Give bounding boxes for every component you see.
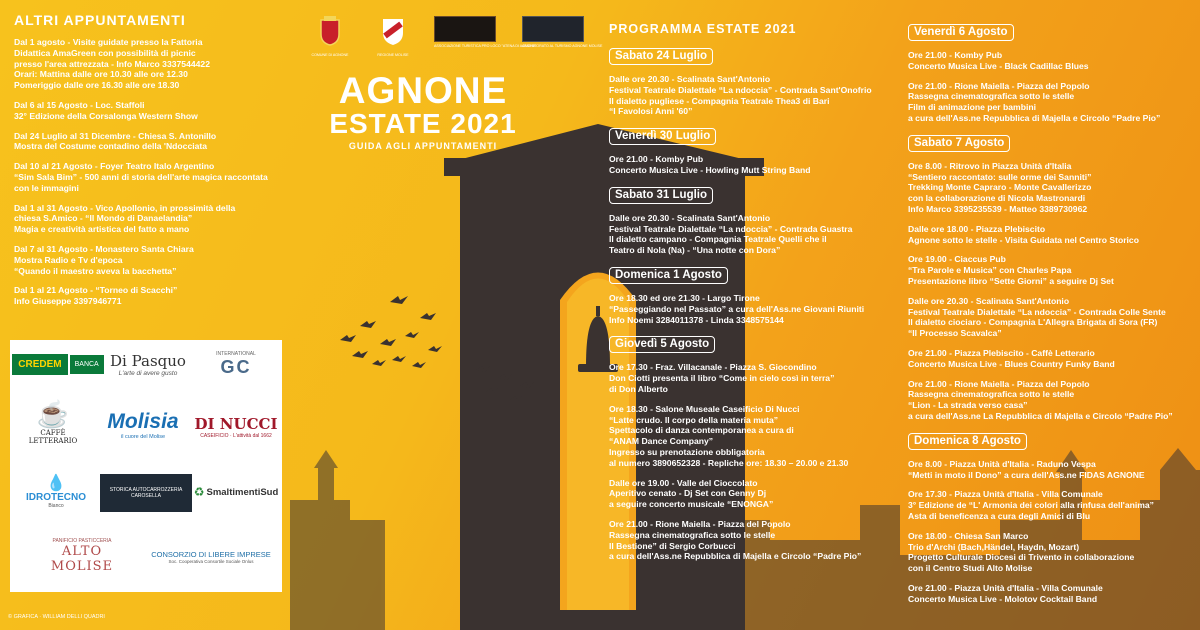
programma-days-list — [609, 46, 901, 562]
event-line: Ore 8.00 - Ritrovo in Piazza Unità d'Italia — [908, 160, 1072, 171]
event-line: Dalle ore 20.30 - Scalinata Sant'Antonio — [908, 295, 1070, 306]
regione-shield-icon — [380, 16, 406, 46]
event-line: 32° Edizione della Corsalonga Western Show — [14, 110, 198, 121]
event-entry — [908, 379, 1198, 422]
event-line: Ore 17.30 - Piazza Unità d'Italia - Villa Comunale — [908, 489, 1103, 500]
event-line: chiesa S.Amico - “Il Mondo di Danaelandia” — [14, 213, 193, 224]
event-entry — [908, 348, 1198, 370]
event-line: Ore 21.00 - Rione Maiella - Piazza del Popolo — [908, 378, 1090, 389]
event-line: Dalle ore 19.00 - Valle del Cioccolato — [609, 477, 758, 488]
day-heading: Sabato 24 Luglio — [609, 48, 713, 65]
event-line: Ore 21.00 - Rione Maiella - Piazza del Popolo — [609, 518, 791, 529]
sponsor-di-pasquo: Di Pasquo L'arte di avere gusto — [110, 351, 186, 377]
sponsor-consorzio: CONSORZIO DI LIBERE IMPRESE Soc. Cooperativa Consortile Sociale Onlus — [151, 550, 271, 564]
logo-assessorato: ASSESSORATO AL TURISMO AGNONE MOLISE — [522, 16, 584, 48]
event-line: Agnone sotto le stelle - Visita Guidata nel Centro Storico — [908, 234, 1139, 245]
day-heading: Domenica 1 Agosto — [609, 267, 728, 284]
event-line: Spettacolo di danza contemporanea a cura di — [609, 425, 794, 436]
event-line: Dal 6 al 15 Agosto - Loc. Staffoli — [14, 99, 145, 110]
event-entry — [609, 293, 901, 325]
event-entry — [908, 583, 1198, 605]
event-entry — [908, 161, 1198, 215]
event-line: Trio d'Archi (Bach,Händel, Haydn, Mozart) — [908, 541, 1080, 552]
day-events — [609, 213, 901, 256]
institutional-logos — [310, 16, 603, 66]
event-line: “ANAM Dance Company” — [609, 436, 714, 447]
event-line: Rassegna cinematografica sotto le stelle — [908, 91, 1075, 102]
event-line: Trekking Monte Capraro - Monte Cavallerizzo — [908, 182, 1092, 193]
graphics-credit: © GRAFICA · WILLIAM DELLI QUADRI — [8, 614, 105, 620]
event-line: Orari: Mattina dalle ore 10.30 alle ore 12.30 — [14, 69, 188, 80]
event-entry — [14, 285, 294, 307]
event-entry — [609, 154, 901, 176]
programma-section — [609, 22, 901, 571]
event-line: “Lion - La strada verso casa” — [908, 400, 1028, 411]
day-events — [609, 362, 901, 562]
sponsor-carosella: STORICA AUTOCARROZZERIA CAROSELLA — [100, 474, 192, 512]
recycle-icon: ♻ — [193, 485, 205, 499]
event-line: Ore 17.30 - Fraz. Villacanale - Piazza S. Giocondino — [609, 362, 817, 373]
event-line: 3° Edizione de “L' Armonia dei colori alla rinfusa dell'anima” — [908, 500, 1154, 511]
event-entry — [908, 254, 1198, 286]
day-events — [908, 459, 1198, 605]
sponsor-di-nucci: DI NUCCI CASEIFICIO · L'attività dal 1662 — [194, 415, 278, 439]
day-heading: Domenica 8 Agosto — [908, 433, 1027, 450]
cup-icon: ☕ — [36, 399, 70, 429]
poster-title — [309, 72, 537, 151]
event-line: Pomeriggio dalle ore 16.30 alle ore 18.30 — [14, 80, 180, 91]
sponsor-alto-molise: PANIFICIO PASTICCERIA ALTO MOLISE — [50, 538, 114, 574]
event-line: Ore 21.00 - Piazza Unità d'Italia - Villa Comunale — [908, 582, 1103, 593]
event-line: Asta di beneficenza a cura degli Amici di Blu — [908, 510, 1091, 521]
event-line: Dalle ore 20.30 - Scalinata Sant'Antonio — [609, 212, 771, 223]
day-events — [609, 293, 901, 325]
sponsor-molisia: Molisia il cuore del Molise — [107, 410, 179, 440]
event-line: Ore 8.00 - Piazza Unità d'Italia - Raduno Vespa — [908, 458, 1096, 469]
day-events — [609, 154, 901, 176]
event-entry — [14, 131, 294, 153]
event-entry — [609, 404, 901, 469]
event-line: Don Ciotti presenta il libro “Come in cielo così in terra” — [609, 373, 835, 384]
event-line: Festival Teatrale Dialettale “La ndoccia” - Contrada Colle Sente — [908, 306, 1166, 317]
sponsors-panel — [10, 340, 282, 592]
day-heading: Sabato 7 Agosto — [908, 135, 1010, 152]
event-line: con le immagini — [14, 182, 79, 193]
event-line: Festival Teatrale Dialettale “La ndoccia” - Contrada Guastra — [609, 223, 853, 234]
event-line: di Don Alberto — [609, 383, 668, 394]
sponsor-idrotecno: 💧 IDROTECNO Bianco — [26, 474, 86, 509]
programma-title: PROGRAMMA ESTATE 2021 — [609, 22, 797, 36]
day-events — [908, 50, 1198, 124]
event-line: Concerto Musica Live - Blues Country Funky Band — [908, 358, 1115, 369]
event-entry — [609, 213, 901, 256]
event-line: Ore 19.00 - Ciaccus Pub — [908, 254, 1006, 265]
event-line: Info Marco 3395235539 - Matteo 3389730962 — [908, 203, 1088, 214]
event-entry — [609, 478, 901, 510]
event-line: Progetto Culturale Diocesi di Trivento in collaborazione — [908, 552, 1135, 563]
event-entry — [609, 74, 901, 117]
event-line: Dalle ore 18.00 - Piazza Plebiscito — [908, 223, 1046, 234]
event-line: Mostra del Costume contadino della 'Ndocciata — [14, 141, 208, 152]
event-line: “Metti in moto il Dono” a cura dell'Ass.ne FIDAS AGNONE — [908, 469, 1145, 480]
event-entry — [908, 224, 1198, 246]
event-line: a cura dell'Ass.ne Repubblica di Majella e Circolo “Padre Pio” — [609, 551, 862, 562]
title-subtitle: GUIDA AGLI APPUNTAMENTI — [348, 141, 498, 151]
event-entry — [14, 244, 294, 276]
event-line: Concerto Musica Live - Black Cadillac Blues — [908, 60, 1089, 71]
event-entry — [14, 161, 294, 193]
day-events — [609, 74, 901, 117]
event-line: Festival Teatrale Dialettale “La ndoccia” - Contrada Sant'Onofrio — [609, 84, 872, 95]
event-line: “Sentiero raccontato: sulle orme dei Sanniti” — [908, 171, 1092, 182]
event-entry — [14, 100, 294, 122]
event-line: Il Bestione” di Sergio Corbucci — [609, 540, 736, 551]
event-line: Info Giuseppe 3397946771 — [14, 296, 122, 307]
title-estate-2021: ESTATE 2021 — [329, 108, 517, 139]
event-line: Film di animazione per bambini — [908, 102, 1036, 113]
event-line: Dal 1 al 21 Agosto - “Torneo di Scacchi” — [14, 285, 178, 296]
day-heading: Venerdì 6 Agosto — [908, 24, 1014, 41]
event-line: Magia e creatività artistica del fatto a mano — [14, 224, 190, 235]
event-line: Rassegna cinematografica sotto le stelle — [609, 529, 776, 540]
day-heading: Sabato 31 Luglio — [609, 187, 713, 204]
event-line: Il dialetto campano - Compagnia Teatrale Quelli che il — [609, 234, 827, 245]
event-line: presso l'area attrezzata - Info Marco 3337544422 — [14, 58, 210, 69]
sponsor-caffe-letterario: ☕ CAFFÈ LETTERARIO — [28, 399, 78, 445]
event-line: Ingresso su prenotazione obbligatoria — [609, 446, 765, 457]
event-line: “I Favolosi Anni '60” — [609, 106, 693, 117]
event-entry — [609, 519, 901, 562]
event-line: Presentazione libro “Sette Giorni” a seguire Dj Set — [908, 275, 1114, 286]
event-line: con la collaborazione di Nicola Mastronardi — [908, 193, 1086, 204]
pro-loco-icon — [434, 16, 496, 42]
assessorato-icon — [522, 16, 584, 42]
sponsor-smaltimenti-sud: ♻ SmaltimentiSud — [193, 485, 279, 499]
sponsor-gc-international: INTERNATIONAL GC — [216, 350, 256, 377]
event-line: “Tra Parole e Musica” con Charles Papa — [908, 265, 1072, 276]
event-line: Ore 21.00 - Rione Maiella - Piazza del Popolo — [908, 80, 1090, 91]
event-line: “Passeggiando nel Passato” a cura dell'Ass.ne Giovani Riuniti — [609, 303, 865, 314]
day-events — [908, 161, 1198, 422]
event-line: “Quando il maestro aveva la bacchetta” — [14, 265, 177, 276]
event-line: Dal 1 al 31 Agosto - Vico Apollonio, in prossimità della — [14, 202, 236, 213]
event-line: con il Centro Studi Alto Molise — [908, 563, 1033, 574]
event-line: Dalle ore 20.30 - Scalinata Sant'Antonio — [609, 74, 771, 84]
event-line: Aperitivo cenato - Dj Set con Genny Dj — [609, 488, 767, 499]
title-agnone: AGNONE — [338, 70, 508, 111]
event-line: a seguire concerto musicale “ENONGA” — [609, 499, 774, 510]
event-entry — [908, 459, 1198, 481]
event-line: a cura dell'Ass.ne La Repubblica di Majella e Circolo “Padre Pio” — [908, 410, 1173, 421]
event-entry — [908, 81, 1198, 124]
water-drop-icon: 💧 — [46, 474, 66, 492]
programma-continued-days-list — [908, 22, 1198, 604]
event-line: al numero 3890652328 - Repliche ore: 18.30 – 20.00 e 21.30 — [609, 457, 849, 468]
event-entry — [908, 296, 1198, 339]
event-line: Concerto Musica Live - Molotov Cocktail Band — [908, 593, 1098, 604]
event-entry — [14, 203, 294, 235]
event-line: Dal 10 al 21 Agosto - Foyer Teatro Italo Argentino — [14, 161, 215, 172]
event-line: Ore 21.00 - Komby Pub — [908, 50, 1003, 60]
event-line: a cura dell'Ass.ne Repubblica di Majella e Circolo “Padre Pio” — [908, 112, 1161, 123]
event-line: Ore 21.00 - Komby Pub — [609, 154, 704, 165]
event-line: Il dialetto pugliese - Compagnia Teatrale Thea3 di Bari — [609, 95, 830, 106]
event-entry — [908, 50, 1198, 72]
coat-of-arms-icon — [319, 16, 341, 46]
event-line: Dal 1 agosto - Visite guidate presso la Fattoria — [14, 37, 203, 47]
event-line: Didattica AmaGreen con possibilità di picnic — [14, 47, 196, 58]
event-line: Dal 24 Luglio al 31 Dicembre - Chiesa S. Antonillo — [14, 130, 217, 141]
event-line: Ore 18.30 ed ore 21.30 - Largo Tirone — [609, 292, 760, 303]
altri-appuntamenti-section — [14, 12, 294, 316]
sponsor-credem: CREDEM BANCA — [20, 350, 96, 378]
event-line: Rassegna cinematografica sotto le stelle — [908, 389, 1075, 400]
event-entry — [908, 489, 1198, 521]
event-line: Il dialetto ciociaro - Compagnia L'Allegra Brigata di Sora (FR) — [908, 317, 1158, 328]
event-line: Concerto Musica Live - Howling Mutt String Band — [609, 164, 811, 175]
event-line: Dal 7 al 31 Agosto - Monastero Santa Chiara — [14, 243, 194, 254]
event-line: Info Noemi 3284011378 - Linda 3348575144 — [609, 314, 784, 325]
event-entry — [908, 531, 1198, 574]
event-entry — [14, 37, 294, 91]
logo-comune-agnone: COMUNE DI AGNONE — [310, 16, 350, 57]
event-line: Mostra Radio e Tv d'epoca — [14, 254, 123, 265]
event-line: Teatro di Nola (Na) - “Una notte con Dora” — [609, 245, 781, 256]
event-line: Ore 18.30 - Salone Museale Caseificio Di Nucci — [609, 403, 800, 414]
day-heading: Venerdì 30 Luglio — [609, 128, 716, 145]
altri-appuntamenti-title: ALTRI APPUNTAMENTI — [14, 12, 186, 28]
day-heading: Giovedì 5 Agosto — [609, 336, 715, 353]
event-line: “Sim Sala Bim” - 500 anni di storia dell'arte magica raccontata — [14, 171, 268, 182]
event-line: “Latte crudo. Il corpo della materia muta” — [609, 414, 779, 425]
altri-events-list — [14, 37, 294, 307]
programma-continued-section — [908, 22, 1198, 613]
event-line: “Il Processo Scavalca” — [908, 328, 1002, 339]
event-line: Ore 18.00 - Chiesa San Marco — [908, 530, 1029, 541]
event-entry — [609, 362, 901, 394]
event-line: Ore 21.00 - Piazza Plebiscito - Caffè Letterario — [908, 347, 1095, 358]
logo-regione-molise: REGIONE MOLISE — [368, 16, 418, 57]
logo-pro-loco: ASSOCIAZIONE TURISTICA PRO LOCO "ATENA DI AGNONE" — [434, 16, 496, 48]
